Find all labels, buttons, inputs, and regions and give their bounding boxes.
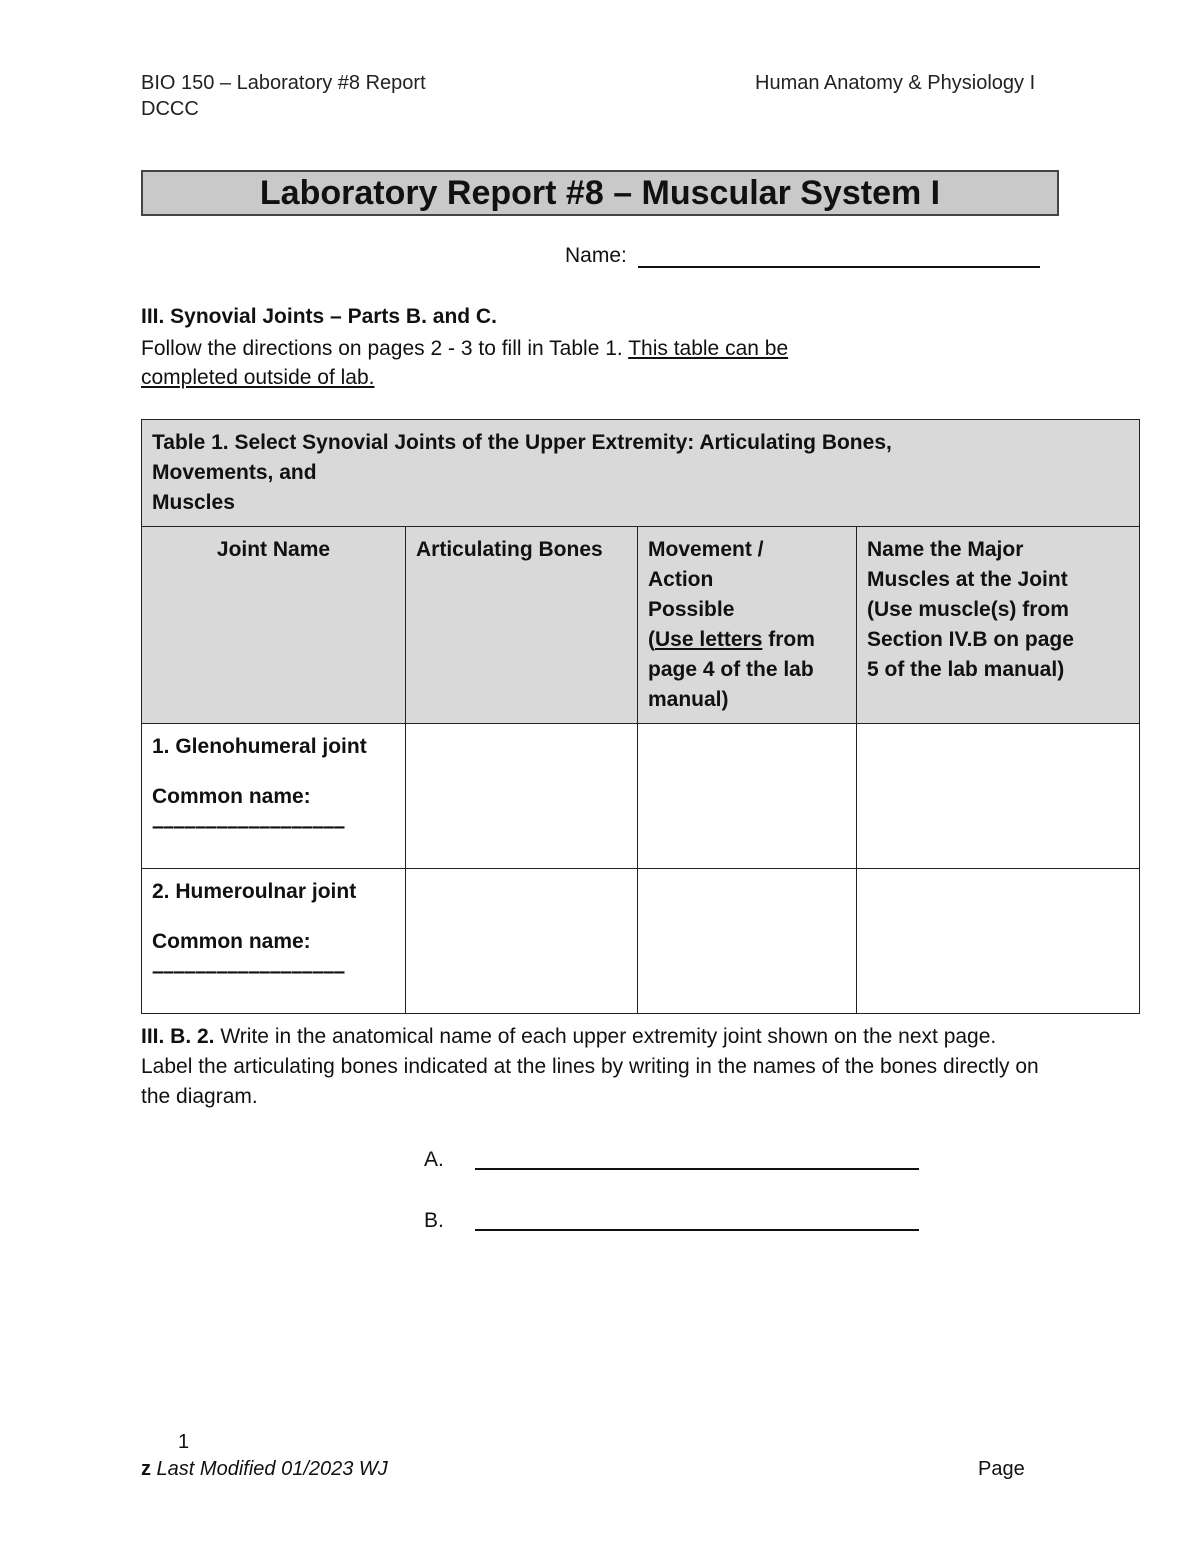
blank-a-line[interactable] — [475, 1168, 919, 1170]
movement-cell[interactable] — [638, 724, 857, 869]
header-articulating-bones — [406, 527, 638, 724]
instructions-text: Follow the directions on pages 2 - 3 to fill in Table 1. — [141, 337, 629, 360]
blank-b-line[interactable] — [475, 1229, 919, 1231]
footer-modified-text: Last Modified 01/2023 WJ — [151, 1458, 388, 1480]
movement-line-1: Movement / — [648, 538, 764, 561]
table-row — [142, 724, 1140, 869]
movement-line-6: manual) — [648, 688, 729, 711]
movement-from: from — [762, 628, 815, 651]
movement-line-4 — [648, 625, 846, 655]
part-b2-text: Write in the anatomical name of each upper extremity joint shown on the next page. Label the articulating bones indicated at the lines by writing in the names of the bones directly on the diagram. — [141, 1025, 1039, 1108]
header-movement — [638, 527, 857, 724]
footer-mark: z — [141, 1458, 151, 1480]
table-caption — [142, 420, 1140, 527]
caption-line-2: Movements, and — [152, 461, 317, 484]
joint-name: 2. Humeroulnar joint — [152, 880, 357, 903]
joint-cell — [142, 869, 406, 1014]
course-header: BIO 150 – Laboratory #8 Report — [141, 72, 426, 94]
instructions-note-2: completed outside of lab. — [141, 366, 375, 389]
section-heading: III. Synovial Joints – Parts B. and C. — [141, 305, 497, 328]
header-joint-name-label: Joint Name — [216, 538, 331, 561]
movement-cell[interactable] — [638, 869, 857, 1014]
muscles-cell[interactable] — [857, 869, 1140, 1014]
joint-cell — [142, 724, 406, 869]
subject-header: Human Anatomy & Physiology I — [755, 72, 1036, 94]
bones-cell[interactable] — [406, 724, 638, 869]
table-row — [142, 869, 1140, 1014]
muscles-line-2: Muscles at the Joint — [867, 568, 1068, 591]
blank-b-letter: B. — [424, 1209, 444, 1232]
common-name-label: Common name: — [152, 930, 311, 953]
name-field[interactable] — [638, 266, 1040, 268]
movement-open: ( — [648, 628, 655, 651]
footer-modified — [141, 1458, 388, 1481]
movement-line-3: Possible — [648, 598, 735, 621]
page-number: 1 — [178, 1431, 190, 1453]
common-name-blank[interactable]: –––––––––––––––––– — [152, 815, 345, 838]
muscles-line-1: Name the Major — [867, 538, 1024, 561]
name-label: Name: — [565, 244, 627, 267]
joints-table — [141, 419, 1140, 1014]
caption-line-3: Muscles — [152, 491, 235, 514]
common-name-label: Common name: — [152, 785, 311, 808]
footer-page-label: Page — [978, 1458, 1025, 1480]
muscles-line-4: Section IV.B on page — [867, 628, 1074, 651]
movement-line-5: page 4 of the lab — [648, 658, 814, 681]
blank-a-letter: A. — [424, 1148, 444, 1171]
header-bones-label: Articulating Bones — [416, 538, 603, 561]
muscles-cell[interactable] — [857, 724, 1140, 869]
bones-cell[interactable] — [406, 869, 638, 1014]
report-title: Laboratory Report #8 – Muscular System I — [141, 170, 1059, 216]
header-muscles — [857, 527, 1140, 724]
common-name-blank[interactable]: –––––––––––––––––– — [152, 960, 345, 983]
header-joint-name — [142, 527, 406, 724]
caption-line-1: Table 1. Select Synovial Joints of the Upper Extremity: Articulating Bones, — [152, 431, 892, 454]
part-b2-label: III. B. 2. — [141, 1025, 215, 1048]
joint-name: 1. Glenohumeral joint — [152, 735, 367, 758]
muscles-line-5: 5 of the lab manual) — [867, 658, 1065, 681]
muscles-line-3: (Use muscle(s) from — [867, 598, 1069, 621]
school-header: DCCC — [141, 98, 199, 120]
movement-use-letters: Use letters — [655, 628, 763, 651]
section-instructions — [141, 334, 901, 392]
instructions-note-1: This table can be — [628, 337, 789, 360]
part-b2-instructions — [141, 1022, 1051, 1112]
movement-line-2: Action — [648, 568, 714, 591]
